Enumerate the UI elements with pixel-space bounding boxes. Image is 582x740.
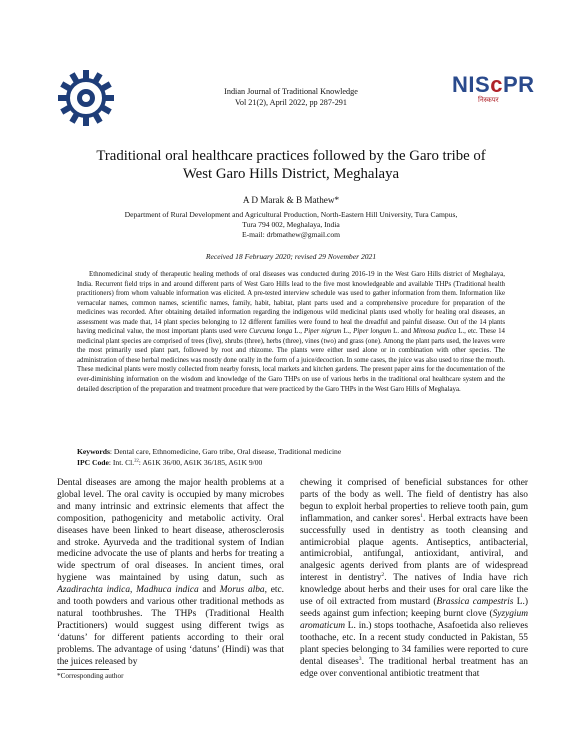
- species-name: Piper nigrum: [304, 328, 342, 336]
- body-text: L.) seeds against gum infection; keeping burnt clove (: [300, 597, 528, 619]
- ipc-text-1: : Int. Cl.: [108, 458, 135, 467]
- ipc-label: IPC Code: [77, 458, 109, 467]
- journal-name: Indian Journal of Traditional Knowledge: [224, 87, 358, 96]
- species-name: Mimosa pudica: [413, 328, 457, 336]
- ipc-text-2: : A61K 36/00, A61K 36/185, A61K 9/00: [138, 458, 263, 467]
- journal-header: [0, 86, 582, 108]
- body-text: chewing it comprised of beneficial substances for other parts of the body as well. The field of dentistry has also begun to exploit herbal properties to relieve tooth pain, gum inflammation, and canker sores: [300, 478, 528, 524]
- abstract-text: L.,: [341, 328, 354, 336]
- species-name: Syzygium aromaticum: [300, 608, 528, 631]
- body-text: and: [198, 585, 220, 596]
- body-text: . The traditional herbal treatment has an edge over conventional antibiotic treatment that: [300, 656, 528, 679]
- authors: A D Marak & B Mathew*: [242, 195, 340, 205]
- species-name: Brassica campestris: [436, 597, 514, 608]
- body-text: , etc. and tooth powders and various other traditional methods as natural toothbrushes. The THPs (Traditional Health Practitioners) would suggest using different twigs as ‘datuns’ for different patients according to their oral problems. The advantage of using ‘datuns’ (Hindi) was that the juices released by: [57, 585, 284, 667]
- abstract-text: L. and: [391, 328, 414, 336]
- ipc-sup: 22: [134, 457, 139, 463]
- body-text: . Herbal extracts have been successfully used in dentistry as tooth cleansing and antimicrobial plaque agents. Antiseptics, antibacterial, antimicrobial, antifungal, antioxidant, antiviral, and analgesic agents derived from plants are of widespread interest in dentistry: [300, 513, 528, 584]
- title-line-2: West Garo Hills District, Meghalaya: [182, 166, 400, 182]
- affiliation-line-1: Department of Rural Development and Agricultural Production, North-Eastern Hill University, Tura Campus,: [124, 210, 458, 219]
- affiliation: [80, 210, 502, 240]
- species-name: Curcuma longa: [249, 328, 293, 336]
- corresponding-author-footnote: *Corresponding author: [57, 672, 124, 680]
- abstract-text-1: Ethnomedicinal study of therapeutic healing methods of oral diseases was conducted during 2016-19 in the West Garo Hills district of Meghalaya, India. Recurrent field trips in and around different parts of West Garo Hills lead to the five most knowledgeable and available THPs (Traditional health practitioners) from whom valuable information was elicited. A pre-tested interview schedule was used to gather information from them. Information like vernacular names, common names, scientific names, family, habit, habitat, plant parts used and a comprehensive procedure for preparation of the medicines was recorded. After obtaining detailed information regarding the indigenous wild medicinal plants used wholly for healing oral diseases, an assessment was made that, 14 plant species belonging to 12 different families were found to heal the dreadful and painful disease. Out of the 14 plants having medicinal value, the most important plants used were: [77, 271, 505, 336]
- abstract-text: L.,: [292, 328, 305, 336]
- paper-title: [60, 147, 522, 183]
- abstract: [77, 270, 505, 394]
- footnote-rule: [57, 669, 109, 670]
- reference-marker[interactable]: 1: [420, 512, 423, 519]
- species-name: Azadirachta indica, Madhuca indica: [57, 585, 199, 596]
- body-text: . The natives of India have rich knowledge about herbs and their uses for oral care like the use of oil extracted from mustard (: [300, 573, 528, 608]
- affiliation-line-2: Tura 794 002, Meghalaya, India: [242, 220, 340, 229]
- received-dates: Received 18 February 2020; revised 29 November 2021: [205, 252, 377, 261]
- species-name: Morus alba: [219, 585, 265, 596]
- author-email[interactable]: E-mail: drbmathew@gmail.com: [241, 230, 341, 239]
- niscpr-hindi-text: निस्कपर: [478, 96, 499, 104]
- keywords-line: [77, 446, 505, 457]
- body-text: L. in.) stops toothache, Asafoetida also relieves toothache, etc. In a recent study conducted in Pakistan, 55 plant species belonging to 34 families were reported to cure dental diseases: [300, 620, 528, 667]
- volume-info: Vol 21(2), April 2022, pp 287-291: [235, 98, 347, 107]
- niscpr-wordmark: NIScPR: [452, 72, 535, 97]
- ipc-line: [77, 457, 505, 468]
- species-name: Piper longum: [353, 328, 392, 336]
- keywords-label: Keywords: [77, 447, 110, 456]
- title-line-1: Traditional oral healthcare practices followed by the Garo tribe of: [96, 148, 486, 164]
- abstract-text-2: L., etc. These 14 medicinal plant species are comprised of trees (five), shrubs (three), herbs (three), vines (two) and grass (one). Among the plant parts used, the leaves were the most primarily used plant part, followed by root and rhizome. The plants were either used alone or in combination with other species. The administration of these herbal medicines was mostly done orally in the form of a juice/decoction. In some cases, the juice was also used to rinse the mouth. These medicinal plants were mostly collected from nearby forests, local markets and kitchen gardens. The present paper aims for the documentation of the ever-diminishing information on the wisdom and knowledge of the Garo THPs on use of various herbs in the traditional oral healthcare system and the detailed description of the preparation and treatment procedure that were practiced by the Garo THPs in the West Garo Hills of Meghalaya.: [77, 328, 505, 393]
- keywords-block: [77, 446, 505, 468]
- body-column-right: [300, 478, 528, 680]
- keywords-text: : Dental care, Ethnomedicine, Garo tribe, Oral disease, Traditional medicine: [109, 447, 342, 456]
- reference-marker[interactable]: 2: [381, 572, 385, 579]
- reference-marker[interactable]: 3: [358, 655, 362, 662]
- body-text: Dental diseases are among the major health problems at a global level. The oral cavity is occupied by many microbes and many intrinsic and extrinsic elements that affect the composition, pathogenicity and metabolic activity. Oral diseases have been linked to heart disease, atherosclerosis and stroke. Ayurveda and the traditional system of Indian medicine advocate the use of plants and herbs for treating a wide spectrum of oral diseases. In ancient times, oral hygiene was maintained by using datun, such as: [57, 478, 284, 584]
- body-column-left: [57, 478, 284, 669]
